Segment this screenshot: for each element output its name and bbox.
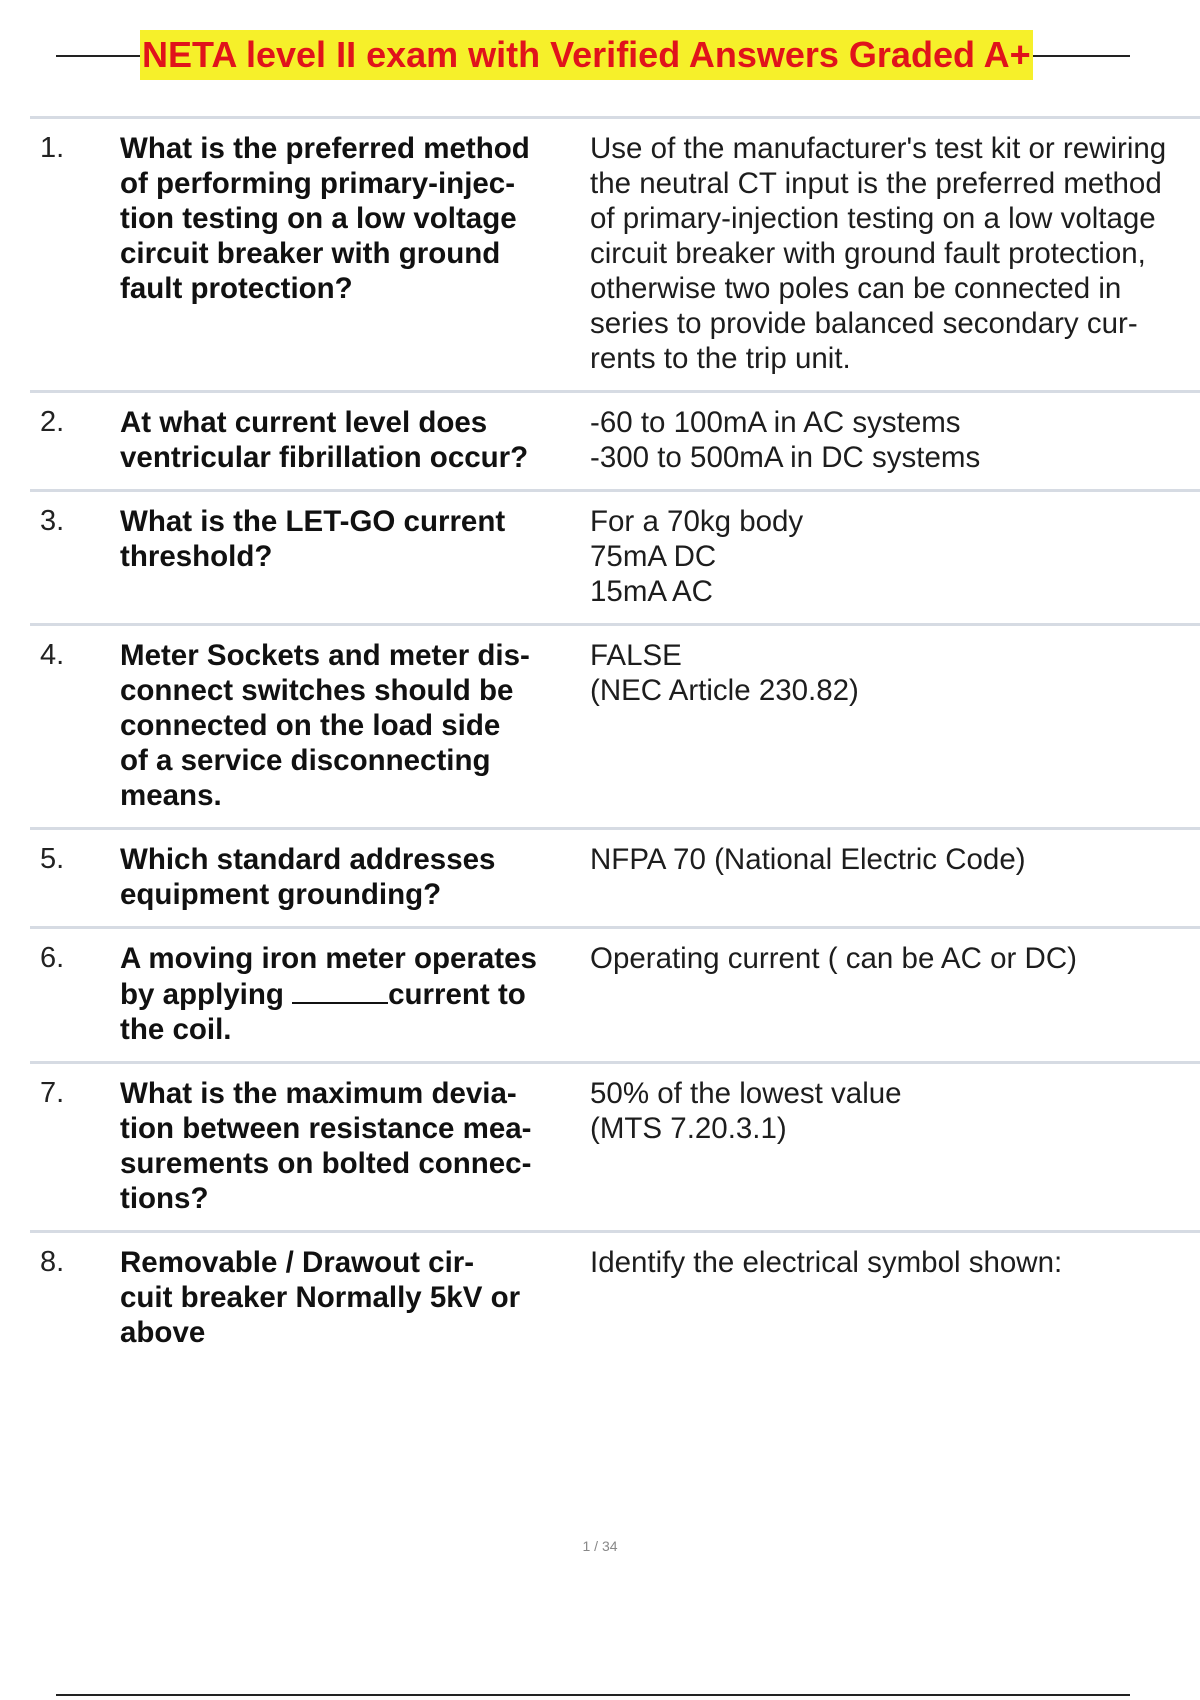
question-number: 3. bbox=[40, 505, 65, 537]
answer-text: 50% of the lowest value (MTS 7.20.3.1) bbox=[590, 1077, 902, 1145]
question-text: Removable / Drawout cir- cuit breaker Normally 5kV or above bbox=[120, 1246, 521, 1349]
question-number: 2. bbox=[40, 406, 65, 438]
question-number: 7. bbox=[40, 1077, 65, 1109]
fill-in-blank bbox=[292, 976, 388, 1004]
answer-text: -60 to 100mA in AC systems -300 to 500mA in DC systems bbox=[590, 406, 981, 474]
question-text: What is the LET-GO current threshold? bbox=[120, 505, 506, 573]
qa-row bbox=[30, 827, 1200, 926]
document-title: NETA level II exam with Verified Answers Graded A+ bbox=[140, 30, 1033, 80]
question-number: 8. bbox=[40, 1246, 65, 1278]
bottom-rule bbox=[56, 1694, 1130, 1696]
qa-row bbox=[30, 926, 1200, 1061]
question-number: 1. bbox=[40, 132, 65, 164]
question-text: Meter Sockets and meter dis- connect switches should be connected on the load side of a service disconnecting means. bbox=[120, 639, 530, 812]
qa-row bbox=[30, 116, 1200, 390]
question-text bbox=[120, 941, 590, 1047]
qa-row bbox=[30, 1230, 1200, 1364]
page-number: 1 / 34 bbox=[582, 1538, 618, 1554]
question-text-part: current to the coil. bbox=[120, 978, 526, 1046]
question-number: 4. bbox=[40, 639, 65, 671]
question-text-part: A moving iron meter operates by applying bbox=[120, 942, 537, 1011]
qa-row bbox=[30, 1061, 1200, 1230]
question-text: What is the preferred method of performing primary-injec- tion testing on a low voltage circuit breaker with ground fault protection? bbox=[120, 132, 530, 305]
qa-row bbox=[30, 623, 1200, 827]
answer-text: NFPA 70 (National Electric Code) bbox=[590, 843, 1026, 876]
answer-text: Use of the manufacturer's test kit or rewiring the neutral CT input is the preferred method of primary-injection testing on a low voltage circuit breaker with ground fault protection, otherwise two poles can be connected in series to provide balanced secondary cur- rents to the trip unit. bbox=[590, 132, 1167, 375]
qa-row bbox=[30, 390, 1200, 489]
question-text: What is the maximum devia- tion between resistance mea- surements on bolted connec- tions? bbox=[120, 1077, 532, 1215]
question-number: 5. bbox=[40, 843, 65, 875]
answer-text: FALSE (NEC Article 230.82) bbox=[590, 639, 859, 707]
answer-text: Operating current ( can be AC or DC) bbox=[590, 942, 1077, 975]
qa-row bbox=[30, 489, 1200, 623]
question-number: 6. bbox=[40, 942, 65, 974]
answer-text: Identify the electrical symbol shown: bbox=[590, 1246, 1063, 1279]
question-text: Which standard addresses equipment grounding? bbox=[120, 843, 496, 911]
title-block bbox=[56, 30, 1130, 80]
answer-text: For a 70kg body 75mA DC 15mA AC bbox=[590, 505, 804, 608]
qa-table bbox=[30, 116, 1200, 1364]
question-text: At what current level does ventricular fibrillation occur? bbox=[120, 406, 529, 474]
